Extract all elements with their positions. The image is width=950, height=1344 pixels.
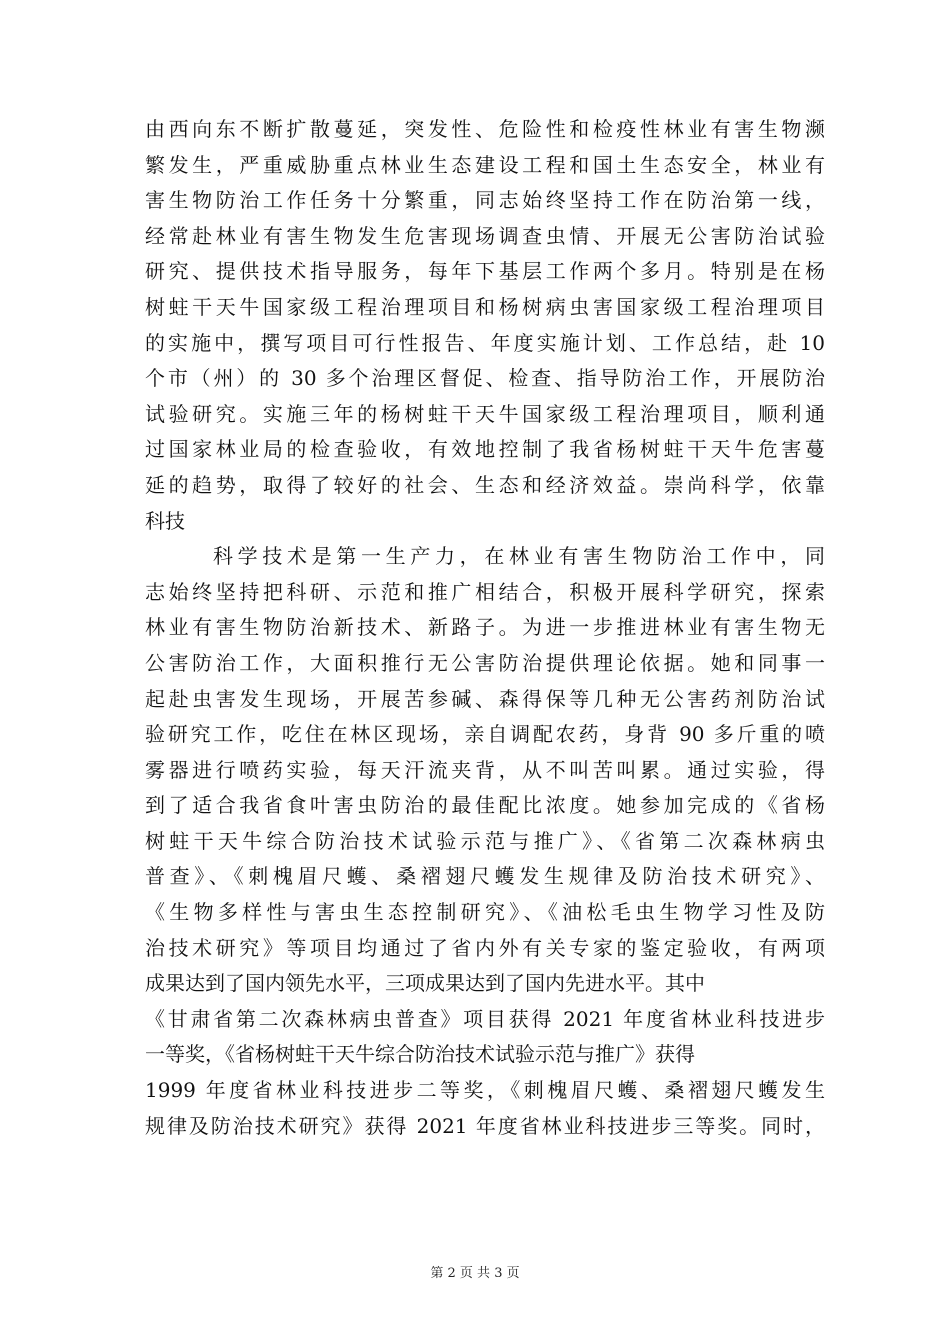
text-line: 《生物多样性与害虫生态控制研究》、《油松毛虫生物学习性及防 <box>145 900 825 925</box>
text-line: 树蛀干天牛国家级工程治理项目和杨树病虫害国家级工程治理项目 <box>145 294 825 319</box>
page-footer <box>0 1262 950 1281</box>
text-line: 试验研究。实施三年的杨树蛀干天牛国家级工程治理项目，顺利通 <box>145 401 825 426</box>
text-line: 起赴虫害发生现场，开展苦参碱、森得保等几种无公害药剂防治试 <box>145 686 825 711</box>
text-line: 害生物防治工作任务十分繁重，同志始终坚持工作在防治第一线， <box>145 188 825 213</box>
text-line: 普查》、《刺槐眉尺蠖、桑褶翅尺蠖发生规律及防治技术研究》、 <box>145 864 825 889</box>
text-line: 个市（州）的 30 多个治理区督促、检查、指导防治工作，开展防治 <box>145 366 825 391</box>
text-line: 延的趋势，取得了较好的社会、生态和经济效益。崇尚科学，依靠 <box>145 472 825 497</box>
text-line: 研究、提供技术指导服务，每年下基层工作两个多月。特别是在杨 <box>145 259 825 284</box>
text-line: 林业有害生物防治新技术、新路子。为进一步推进林业有害生物无 <box>145 615 825 640</box>
text-line: 成果达到了国内领先水平，三项成果达到了国内先进水平。其中 <box>145 971 705 996</box>
paragraph-first-line: 科学技术是第一生产力，在林业有害生物防治工作中，同 <box>213 544 825 569</box>
text-line: 公害防治工作，大面积推行无公害防治提供理论依据。她和同事一 <box>145 650 825 675</box>
text-line: 过国家林业局的检查验收，有效地控制了我省杨树蛀干天牛危害蔓 <box>145 437 825 462</box>
text-line: 的实施中，撰写项目可行性报告、年度实施计划、工作总结，赴 10 <box>145 330 825 355</box>
text-line: 1999 年度省林业科技进步二等奖，《刺槐眉尺蠖、桑褶翅尺蠖发生 <box>145 1078 825 1103</box>
text-line: 科技 <box>145 508 185 533</box>
text-line: 验研究工作，吃住在林区现场，亲自调配农药，身背 90 多斤重的喷 <box>145 722 825 747</box>
text-line: 到了适合我省食叶害虫防治的最佳配比浓度。她参加完成的《省杨 <box>145 793 825 818</box>
text-line: 树蛀干天牛综合防治技术试验示范与推广》、《省第二次森林病虫 <box>145 828 825 853</box>
text-line: 规律及防治技术研究》获得 2021 年度省林业科技进步三等奖。同时， <box>145 1113 825 1138</box>
text-line: 志始终坚持把科研、示范和推广相结合，积极开展科学研究，探索 <box>145 579 825 604</box>
page-number: 第 2 页 共 3 页 <box>430 1266 520 1281</box>
text-line: 一等奖，《省杨树蛀干天牛综合防治技术试验示范与推广》获得 <box>145 1042 695 1067</box>
text-line: 雾器进行喷药实验，每天汗流夹背，从不叫苦叫累。通过实验，得 <box>145 757 825 782</box>
body-text <box>145 112 825 1144</box>
text-line: 治技术研究》等项目均通过了省内外有关专家的鉴定验收，有两项 <box>145 935 825 960</box>
text-line: 繁发生，严重威胁重点林业生态建设工程和国土生态安全，林业有 <box>145 152 825 177</box>
text-line: 由西向东不断扩散蔓延，突发性、危险性和检疫性林业有害生物濒 <box>145 117 825 141</box>
text-line: 《甘肃省第二次森林病虫普查》项目获得 2021 年度省林业科技进步 <box>145 1006 825 1031</box>
text-line: 经常赴林业有害生物发生危害现场调查虫情、开展无公害防治试验 <box>145 223 825 248</box>
